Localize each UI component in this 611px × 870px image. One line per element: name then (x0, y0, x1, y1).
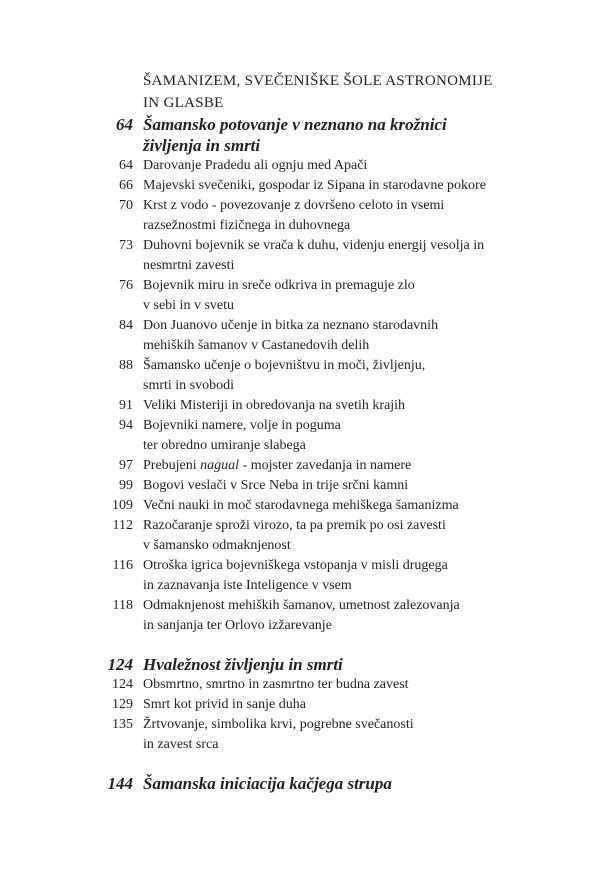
toc-entry-row (0, 236, 611, 276)
toc-entry-row (0, 196, 611, 236)
entry-line: v sebi in v svetu (143, 298, 234, 313)
entry-title (143, 456, 611, 476)
page-number: 144 (107, 774, 133, 793)
entry-title (143, 596, 611, 636)
entry-title (143, 316, 611, 356)
entry-title (143, 773, 611, 794)
page-number: 99 (119, 478, 133, 493)
page-number: 109 (112, 498, 133, 513)
entry-title (143, 356, 611, 396)
entry-line: razsežnostmi fizičnega in duhovnega (143, 218, 351, 233)
page-number: 88 (119, 358, 133, 373)
page-number: 64 (116, 115, 133, 134)
entry-line: Šamansko učenje o bojevništvu in moči, življenju, (143, 358, 426, 373)
page-number: 118 (112, 598, 133, 613)
entry-line: Smrt kot privid in sanje duha (143, 697, 306, 712)
entry-title (143, 176, 611, 196)
entry-title (143, 516, 611, 556)
text-segment: Prebujeni (143, 458, 201, 473)
entry-line: Duhovni bojevnik se vrača k duhu, videnju energij vesolja in (143, 238, 485, 253)
entry-title (143, 196, 611, 236)
text-segment: - mojster zavedanja in namere (239, 458, 412, 473)
toc-entry-row (0, 516, 611, 556)
entry-line: Šamansko potovanje v neznano na krožnici (143, 115, 447, 134)
entry-line: ŠAMANIZEM, SVEČENIŠKE ŠOLE ASTRONOMIJE (143, 73, 493, 89)
toc-list (0, 70, 611, 794)
toc-chapter-row (0, 654, 611, 675)
entry-line: Šamanska iniciacija kačjega strupa (143, 774, 392, 793)
page-number: 112 (112, 518, 133, 533)
toc-entry-row (0, 675, 611, 695)
entry-line: Bojevniki namere, volje in poguma (143, 418, 341, 433)
entry-line: Darovanje Pradedu ali ognju med Apači (143, 158, 368, 173)
entry-line: Bogovi veslači v Srce Neba in trije srčni kamni (143, 478, 409, 493)
toc-chapter-row (0, 114, 611, 156)
page-number: 70 (119, 198, 133, 213)
page-number: 116 (112, 558, 133, 573)
toc-entry-row (0, 556, 611, 596)
entry-line: Žrtvovanje, simbolika krvi, pogrebne svečanosti (143, 717, 414, 732)
page-number: 94 (119, 418, 133, 433)
entry-line: in zaznavanja iste Inteligence v vsem (143, 578, 352, 593)
part-heading-row (0, 70, 611, 114)
entry-line: Majevski svečeniki, gospodar iz Sipana in starodavne pokore (143, 178, 486, 193)
entry-title (143, 236, 611, 276)
entry-title (143, 695, 611, 715)
entry-title (143, 396, 611, 416)
entry-line: Obsmrtno, smrtno in zasmrtno ter budna zavest (143, 677, 409, 692)
entry-title (143, 416, 611, 456)
entry-title (143, 556, 611, 596)
part-heading-title (143, 70, 611, 114)
toc-entry-row (0, 456, 611, 476)
entry-line: Večni nauki in moč starodavnega mehiškega šamanizma (143, 498, 459, 513)
italic-term: nagual (200, 458, 240, 473)
entry-title (143, 114, 611, 156)
toc-entry-row (0, 715, 611, 755)
entry-title (143, 675, 611, 695)
entry-line: Bojevnik miru in sreče odkriva in premaguje zlo (143, 278, 415, 293)
toc-entry-row (0, 596, 611, 636)
toc-chapter-row (0, 773, 611, 794)
entry-line (143, 456, 611, 476)
entry-line: nesmrtni zavesti (143, 258, 235, 273)
page-number: 124 (107, 655, 133, 674)
page-number: 76 (119, 278, 133, 293)
page-number: 73 (119, 238, 133, 253)
entry-line: Odmaknjenost mehiških šamanov, umetnost zalezovanja (143, 598, 460, 613)
toc-entry-row (0, 695, 611, 715)
page-number: 66 (119, 178, 133, 193)
toc-entry-row (0, 396, 611, 416)
toc-entry-row (0, 476, 611, 496)
page-number: 97 (119, 458, 133, 473)
entry-line: in sanjanja ter Orlovo izžarevanje (143, 618, 332, 633)
entry-line: Hvaležnost življenju in smrti (143, 655, 343, 674)
entry-line: ter obredno umiranje slabega (143, 438, 306, 453)
entry-line: Don Juanovo učenje in bitka za neznano starodavnih (143, 318, 439, 333)
toc-entry-row (0, 156, 611, 176)
toc-entry-row (0, 176, 611, 196)
entry-line: življenja in smrti (143, 136, 261, 155)
page-number: 91 (119, 398, 133, 413)
toc-entry-row (0, 416, 611, 456)
entry-line: Razočaranje sproži virozo, ta pa premik po osi zavesti (143, 518, 446, 533)
page-number: 84 (119, 318, 133, 333)
entry-line: Veliki Misteriji in obredovanja na svetih krajih (143, 398, 406, 413)
entry-line: v šamansko odmaknjenost (143, 538, 291, 553)
entry-title (143, 476, 611, 496)
page-number: 64 (119, 158, 133, 173)
entry-line: in zavest srca (143, 737, 219, 752)
entry-line: Otroška igrica bojevniškega vstopanja v misli drugega (143, 558, 448, 573)
toc-entry-row (0, 496, 611, 516)
entry-line: mehiških šamanov v Castanedovih delih (143, 338, 370, 353)
toc-entry-row (0, 276, 611, 316)
entry-title (143, 496, 611, 516)
entry-line: smrti in svobodi (143, 378, 235, 393)
page-number: 129 (112, 697, 133, 712)
entry-line: IN GLASBE (143, 95, 224, 111)
entry-title (143, 276, 611, 316)
toc-entry-row (0, 356, 611, 396)
page-number: 135 (112, 717, 133, 732)
entry-title (143, 715, 611, 755)
entry-title (143, 654, 611, 675)
entry-line: Krst z vodo - povezovanje z dovršeno celoto in vsemi (143, 198, 445, 213)
entry-title (143, 156, 611, 176)
page-number: 124 (112, 677, 133, 692)
toc-entry-row (0, 316, 611, 356)
